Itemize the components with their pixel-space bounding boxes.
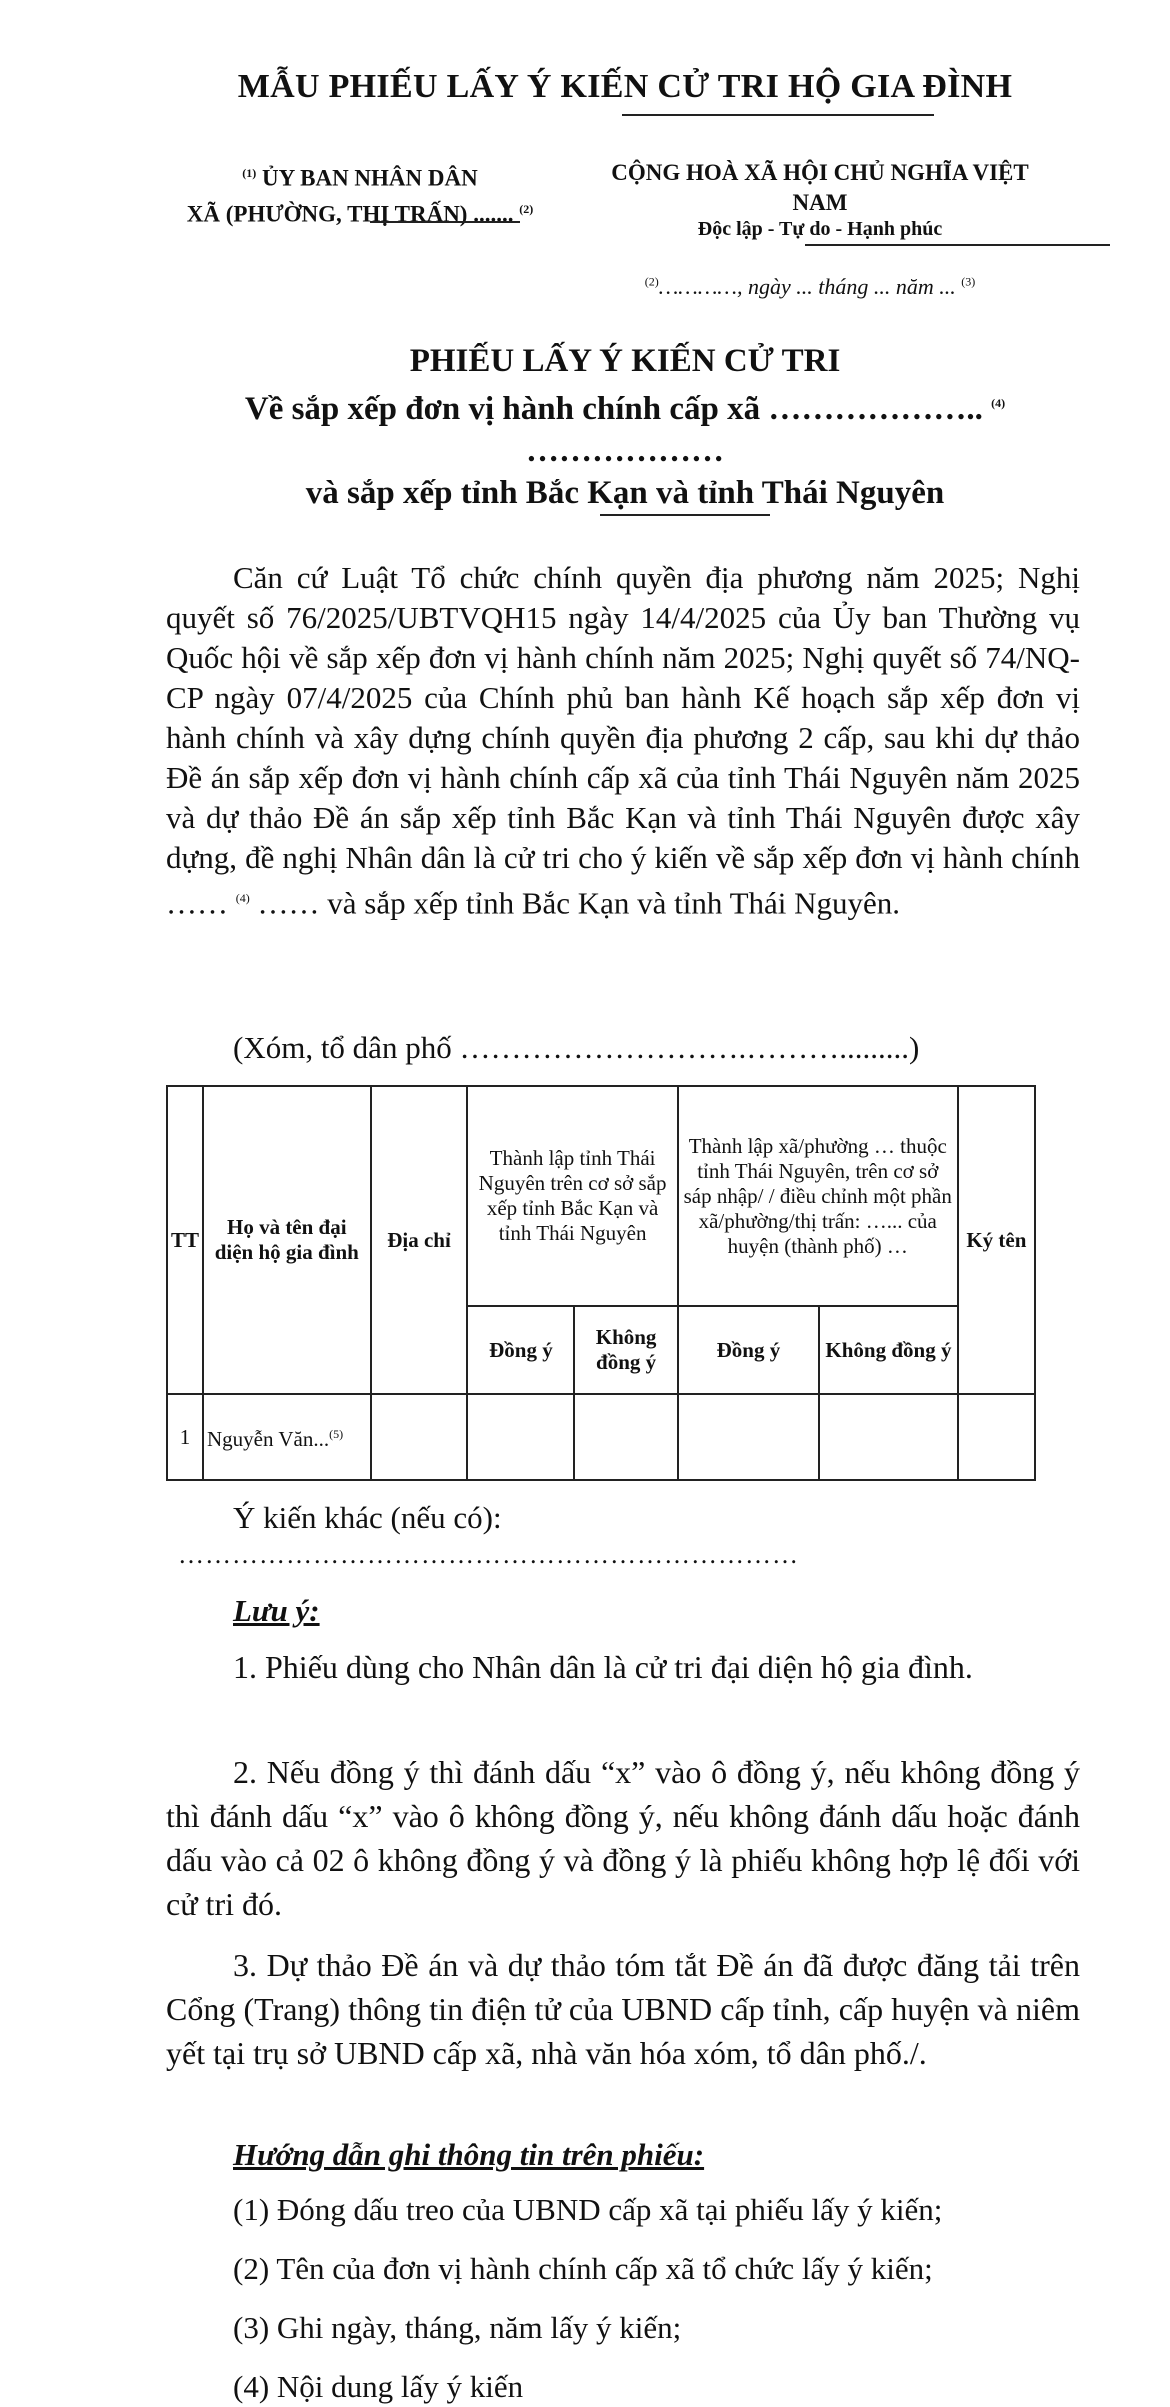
col-header-name: Họ và tên đại diện hộ gia đình: [203, 1086, 371, 1394]
guide-item-1: (1) Đóng dấu treo của UBND cấp xã tại phiếu lấy ý kiến;: [233, 2192, 943, 2227]
country-name: CỘNG HOÀ XÃ HỘI CHỦ NGHĨA VIỆT: [611, 160, 1029, 185]
national-header: [570, 158, 1070, 218]
note-1: 1. Phiếu dùng cho Nhân dân là cử tri đại diện hộ gia đình.: [233, 1649, 973, 1685]
form-title-line2: Về sắp xếp đơn vị hành chính cấp xã ………………..: [244, 391, 983, 427]
form-title: [0, 340, 1170, 514]
footnote-ref: (4): [991, 396, 1006, 410]
note-2: 2. Nếu đồng ý thì đánh dấu “x” vào ô đồng ý, nếu không đồng ý thì đánh dấu “x” vào ô không đồng ý, nếu không đánh dấu hoặc đánh dấu vào cả 02 ô không đồng ý và đồng ý là phiếu không hợp lệ đối với cử tri đó.: [166, 1754, 1080, 1922]
row-name-text: Nguyễn Văn...: [207, 1427, 330, 1451]
legal-basis-text: Căn cứ Luật Tổ chức chính quyền địa phương năm 2025; Nghị quyết số 76/2025/UBTVQH15 ngày 14/4/2025 của Ủy ban Thường vụ Quốc hội về sắp xếp đơn vị hành chính năm 2025; Nghị quyết số 74/NQ-CP ngày 07/4/2025 của Chính phủ ban hành Kế hoạch sắp xếp đơn vị hành chính và xây dựng chính quyền địa phương 2 cấp, sau khi dự thảo Đề án sắp xếp đơn vị hành chính cấp xã của tỉnh Thái Nguyên năm 2025 và dự thảo Đề án sắp xếp tỉnh Bắc Kạn và tỉnh Thái Nguyên được xây dựng, đề nghị Nhân dân là cử tri cho ý kiến về sắp xếp đơn vị hành chính ……: [166, 560, 1080, 921]
row-disagree-2-cell[interactable]: [819, 1394, 958, 1480]
form-title-line3: ………………: [526, 433, 724, 469]
issuing-authority: [160, 158, 560, 229]
col-header-tt: TT: [167, 1086, 203, 1394]
vote-table: [166, 1085, 1036, 1481]
table-row: [167, 1394, 1035, 1480]
footnote-ref: (1): [242, 166, 257, 180]
footnote-ref: (5): [329, 1427, 344, 1441]
title-underline: [622, 114, 934, 116]
form-title-underline: [600, 514, 770, 516]
national-motto: Độc lập - Tự do - Hạnh phúc: [697, 218, 943, 240]
col-header-sign: Ký tên: [958, 1086, 1035, 1394]
legal-basis-paragraph: [166, 558, 1080, 923]
other-opinion-label: Ý kiến khác (nếu có):: [233, 1500, 502, 1535]
legal-basis-text-end: …… và sắp xếp tỉnh Bắc Kạn và tỉnh Thái Nguyên.: [257, 885, 901, 921]
footnote-ref: (4): [235, 891, 250, 905]
row-agree-2-cell[interactable]: [678, 1394, 819, 1480]
guide-title: Hướng dẫn ghi thông tin trên phiếu:: [233, 2137, 705, 2172]
authority-name: ỦY BAN NHÂN DÂN: [262, 165, 478, 191]
col-header-agree-2: Đồng ý: [678, 1306, 819, 1394]
hamlet-line: (Xóm, tổ dân phố ……………………….……….........): [233, 1030, 920, 1065]
document-title: MẪU PHIẾU LẤY Ý KIẾN CỬ TRI HỘ GIA ĐÌNH: [237, 68, 1013, 105]
note-3: 3. Dự thảo Đề án và dự thảo tóm tắt Đề án đã được đăng tải trên Cổng (Trang) thông tin điện tử của UBND cấp tỉnh, cấp huyện và niêm yết tại trụ sở UBND cấp xã, nhà văn hóa xóm, tổ dân phố./.: [166, 1947, 1080, 2071]
guide-item-3: (3) Ghi ngày, tháng, năm lấy ý kiến;: [233, 2310, 682, 2345]
col-header-agree-1: Đồng ý: [467, 1306, 574, 1394]
row-disagree-1-cell[interactable]: [574, 1394, 677, 1480]
col-header-group1: Thành lập tỉnh Thái Nguyên trên cơ sở sắp xếp tỉnh Bắc Kạn và tỉnh Thái Nguyên: [467, 1086, 677, 1306]
commune-name: XÃ (PHƯỜNG, THỊ TRẤN) .......: [186, 201, 514, 227]
row-tt: 1: [167, 1394, 203, 1480]
other-opinion-line: ……………………………………………………………: [178, 1540, 799, 1569]
form-title-line4: và sắp xếp tỉnh Bắc Kạn và tỉnh Thái Nguyên: [305, 475, 945, 511]
row-address-cell[interactable]: [371, 1394, 468, 1480]
note-title: Lưu ý:: [233, 1593, 320, 1628]
col-header-disagree-1: Không đồng ý: [574, 1306, 677, 1394]
col-header-group2: Thành lập xã/phường … thuộc tỉnh Thái Nguyên, trên cơ sở sáp nhập/ / điều chỉnh một phần xã/phường/thị trấn: …... của huyện (thành phố) …: [678, 1086, 958, 1306]
guide-item-2: (2) Tên của đơn vị hành chính cấp xã tổ chức lấy ý kiến;: [233, 2251, 933, 2286]
motto-underline: [805, 244, 1110, 246]
authority-underline: [370, 221, 520, 223]
guide-item-4: (4) Nội dung lấy ý kiến: [233, 2369, 524, 2404]
footnote-ref: (2): [644, 274, 659, 289]
row-sign-cell[interactable]: [958, 1394, 1035, 1480]
col-header-disagree-2: Không đồng ý: [819, 1306, 958, 1394]
date-line: [600, 274, 1020, 300]
footnote-ref: (3): [961, 274, 976, 289]
col-header-address: Địa chỉ: [371, 1086, 468, 1394]
date-text: …………, ngày ... tháng ... năm ...: [658, 274, 956, 299]
country-name-cont: NAM: [792, 190, 848, 215]
row-name: [203, 1394, 371, 1480]
footnote-ref: (2): [519, 201, 534, 216]
row-agree-1-cell[interactable]: [467, 1394, 574, 1480]
form-title-line1: PHIẾU LẤY Ý KIẾN CỬ TRI: [409, 343, 841, 379]
